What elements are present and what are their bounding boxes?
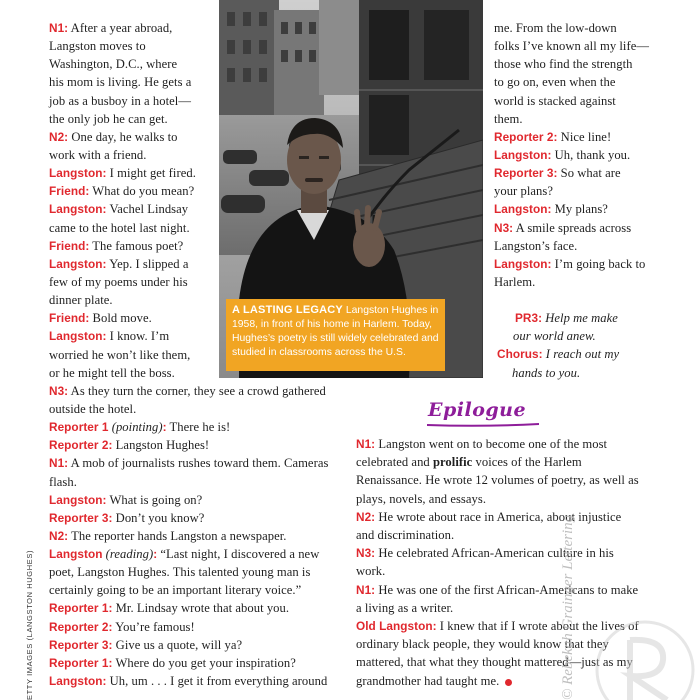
left-column-line [49,237,183,255]
right-column-line [494,37,649,55]
left-column-line [49,291,113,309]
line-text: hands to you. [512,365,581,380]
speaker-name: Friend: [49,311,90,326]
right-column-line [494,110,523,128]
speaker-name: Reporter 3: [494,166,558,181]
line-text: outside the hotel. [49,401,137,416]
watermark-logo [535,590,695,700]
line-text: I might get fired. [106,166,196,181]
right-column-line [494,128,611,146]
speaker-name: Langston: [49,166,107,181]
right-column-line [494,73,615,91]
line-text: plays, novels, and essays. [356,491,487,506]
caption-line-3: Hughes’s poetry is still widely celebrated and [232,333,439,344]
line-text: The famous poet? [89,238,184,253]
speaker-name: Reporter 3: [49,637,113,652]
left-column-line [49,110,168,128]
left-column-line [49,273,188,291]
end-mark-icon [505,679,512,686]
left-column-line [49,309,152,327]
caption-line-4: studied in classrooms across the U.S. [232,347,406,358]
line-text: He was one of the first African-Americans to make [375,582,639,597]
line-text: Bold move. [89,311,152,326]
line-text: I know. I’m [106,329,170,344]
speaker-name: Langston: [49,329,107,344]
speaker-name: Reporter 1 [49,420,109,435]
line-text: your plans? [494,184,553,199]
epilogue-line [356,471,639,489]
speaker-name: Langston: [494,147,552,162]
caption-line-2: 1958, in front of his home in Harlem. Today, [232,319,433,330]
caption-line-1: Langston Hughes in [342,305,439,316]
line-text: I’m going back to [551,256,646,271]
left-column-line [49,599,289,617]
speaker-name: N3: [49,383,69,398]
left-column-line [49,418,230,436]
speaker-name: Reporter 1: [49,601,113,616]
line-text: Mr. Lindsay wrote that about you. [112,601,290,616]
speaker-name: Reporter 2: [49,438,113,453]
line-text: Nice line! [557,129,612,144]
line-text: grandmother had taught me. [356,673,500,688]
line-text: So what are [557,166,621,181]
left-column-line [49,491,202,509]
speaker-name: N1: [356,437,376,451]
left-column-line [49,146,146,164]
line-text: Langston moves to [49,39,146,54]
right-column-line [494,200,608,218]
line-text: and discrimination. [356,528,455,542]
line-text: Langston’s face. [494,238,578,253]
speaker-name: Langston: [49,256,107,271]
chorus-line [512,364,580,382]
line-text: celebrated and [356,455,433,470]
line-text: Uh, um . . . I get it from everything around [106,674,328,689]
line-text: A smile spreads across [513,220,632,235]
left-column-line [49,473,77,491]
left-column-line [49,55,177,73]
line-text: job as a busboy in a hotel— [49,93,191,108]
line-text: I knew that if I wrote about the lives of [436,619,639,633]
line-text: world is stacked against [494,93,616,108]
right-column-line [494,273,535,291]
vocab-word: prolific [432,455,473,470]
line-text: Yep. I slipped a [106,256,189,271]
speaker-name: N2: [49,129,69,144]
line-text: One day, he walks to [68,129,178,144]
line-text: our world anew. [513,329,596,344]
left-column-line [49,182,194,200]
left-column-line [49,219,190,237]
photo-caption [226,299,445,371]
line-text: flash. [49,474,77,489]
line-text: What is going on? [106,492,203,507]
speaker-colon: : [162,420,167,435]
left-column-line [49,672,327,690]
line-text: Help me make [542,311,618,325]
speaker-name: N3: [356,546,376,561]
epilogue-line [356,526,454,544]
chorus-line [515,309,618,327]
speaker-name: Langston: [49,492,107,507]
line-text: Langston went on to become one of the most [375,437,608,451]
left-column-line [49,255,188,273]
epilogue-line [356,435,607,453]
line-text: to go on, even when the [494,75,616,90]
line-text: ordinary black people, they would know that they [356,637,609,652]
speaker-name: N1: [356,582,376,597]
line-text: “Last night, I discovered a new [157,547,320,562]
speaker-name: Reporter 1: [49,655,113,670]
line-text: a living as a writer. [356,600,454,615]
line-text: As they turn the corner, they see a crowd gathered [68,383,326,398]
line-text: Washington, D.C., where [49,57,178,72]
left-column-line [49,382,326,400]
line-text: Renaissance. He wrote 12 volumes of poetry, as well as [356,473,639,488]
right-column-line [494,92,616,110]
epilogue-line [356,562,385,580]
line-text: mattered, that what they thought mattered—just as my [356,655,633,670]
left-column-line [49,92,191,110]
right-column-line [494,219,631,237]
line-text: There he is! [166,420,231,435]
speaker-name: Reporter 2: [494,129,558,144]
right-column-line [494,182,553,200]
left-column-line [49,436,209,454]
line-text: Vachel Lindsay [106,202,189,217]
right-column-line [494,55,632,73]
speaker-name: Chorus: [497,347,543,362]
left-column-line [49,636,242,654]
line-text: his mom is living. He gets a [49,75,192,90]
line-text: The reporter hands Langston a newspaper. [68,528,287,543]
line-text: After a year abroad, [68,21,173,35]
left-column-line [49,200,188,218]
left-column-line [49,327,169,345]
speaker-name: Friend: [49,184,90,199]
speaker-name: Friend: [49,238,90,253]
line-text: Harlem. [494,274,536,289]
epilogue-underline [427,423,539,427]
line-text: What do you mean? [89,184,195,199]
epilogue-line [356,453,582,471]
epilogue-line [356,508,621,526]
speaker-name: Langston: [494,256,552,271]
line-text: me. From the low-down [494,21,617,35]
line-text: You’re famous! [112,619,195,634]
line-text: My plans? [551,202,608,217]
epilogue-heading: Epilogue [428,399,527,421]
speaker-name: N1: [49,456,69,471]
watermark-text: © Rebekah Grainger Lettering [560,514,576,700]
right-column-line [494,237,577,255]
line-text: A mob of journalists rushes toward them. Cameras [68,456,329,471]
line-text: poet, Langston Hughes. This talented young man is [49,565,311,580]
line-text: came to the hotel last night. [49,220,190,235]
left-column-line [49,128,178,146]
line-text: few of my poems under his [49,274,188,289]
epilogue-line [356,599,453,617]
left-column-line [49,581,301,599]
left-column-line [49,509,204,527]
line-text-after: voices of the Harlem [472,455,582,470]
left-column-line [49,563,310,581]
line-text: those who find the strength [494,57,633,72]
speaker-name: N3: [494,220,514,235]
line-text: worried he won’t like them, [49,347,191,362]
speaker-name: N1: [49,21,69,35]
speaker-name: Langston: [494,202,552,217]
line-text: I reach out my [542,347,620,362]
speaker-name: PR3: [515,311,543,325]
left-column-line [49,37,146,55]
line-text: Uh, thank you. [551,147,631,162]
line-text: them. [494,111,523,126]
left-column-line [49,346,190,364]
left-column-line [49,400,136,418]
line-text: certainly going to be an important literary voice.” [49,583,302,598]
line-text: He wrote about race in America, about injustice [375,509,622,524]
stage-direction: (reading) [102,547,154,562]
left-column-line [49,545,319,563]
line-text: folks I’ve known all my life— [494,39,649,54]
left-column-line [49,454,328,472]
line-text: dinner plate. [49,293,113,308]
right-column-line [494,146,630,164]
chorus-line [513,327,596,345]
line-text: the only job he can get. [49,111,168,126]
line-text: Langston Hughes! [112,438,210,453]
stage-direction: (pointing) [108,420,163,435]
left-column-line [49,654,296,672]
line-text: Where do you get your inspiration? [112,655,296,670]
line-text: or he might tell the boss. [49,365,175,380]
right-column-line [494,19,617,37]
line-text: He celebrated African-American culture in his [375,546,614,561]
photo-credit: ETTY IMAGES (LANGSTON HUGHES) [25,549,34,700]
epilogue-line [356,672,499,690]
left-column-line [49,527,286,545]
line-text: Give us a quote, will ya? [112,637,243,652]
speaker-name: N2: [356,509,376,524]
left-column-line [49,364,175,382]
left-column-line [49,19,172,37]
epilogue-line [356,490,486,508]
line-text: work. [356,564,386,579]
left-column-line [49,73,191,91]
speaker-colon: : [153,547,158,562]
speaker-name: Reporter 3: [49,510,113,525]
line-text: work with a friend. [49,147,147,162]
speaker-name: Langston: [49,202,107,217]
speaker-name: Langston: [49,674,107,689]
caption-heading: A LASTING LEGACY [232,304,343,316]
left-column-line [49,618,195,636]
right-column-line [494,255,645,273]
speaker-name: Old Langston: [356,619,437,633]
speaker-name: Langston [49,547,103,562]
speaker-name: N2: [49,528,69,543]
chorus-line [497,345,619,363]
speaker-name: Reporter 2: [49,619,113,634]
right-column-line [494,164,621,182]
left-column-line [49,164,196,182]
line-text: Don’t you know? [112,510,205,525]
